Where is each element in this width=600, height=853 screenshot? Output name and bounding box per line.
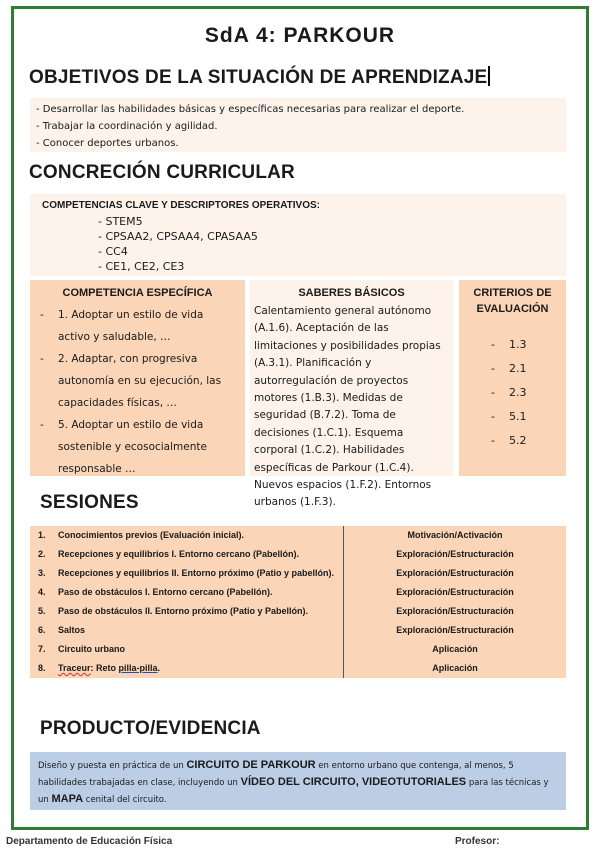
session-row: 2. Recepciones y equilibrios I. Entorno cercano (Pabellón). Exploración/Estructuración — [38, 549, 514, 559]
page-title: SdA 4: PARKOUR — [204, 24, 396, 47]
session-row: 8. Traceur: Reto pilla-pilla. Aplicación — [38, 663, 478, 673]
evaluation-criteria-heading: CRITERIOS DE EVALUACIÓN — [473, 287, 552, 315]
specific-competence-item: - 2. Adaptar, con progresiva autonomía en su ejecución, las capacidades físicas, … — [40, 353, 222, 409]
product-heading: PRODUCTO/EVIDENCIA — [40, 718, 261, 739]
basic-knowledge-heading: SABERES BÁSICOS — [298, 287, 405, 299]
session-row: 6. Saltos Exploración/Estructuración — [38, 625, 514, 635]
objectives-list — [30, 98, 566, 152]
specific-competence-column — [30, 280, 245, 476]
specific-competence-heading: COMPETENCIA ESPECÍFICA — [62, 287, 213, 299]
competence-item: - CPSAA2, CPSAA4, CPASAA5 — [98, 230, 258, 243]
competence-item: - CE1, CE2, CE3 — [98, 260, 185, 273]
basic-knowledge-column — [250, 280, 453, 509]
objectives-heading: OBJETIVOS DE LA SITUACIÓN DE APRENDIZAJE — [29, 66, 490, 89]
objective-item: - Desarrollar las habilidades básicas y específicas necesarias para realizar el deporte. — [36, 104, 465, 115]
sessions-table — [30, 526, 566, 678]
criterion-item: - 2.1 — [491, 362, 527, 375]
sessions-heading: SESIONES — [40, 492, 139, 513]
criterion-item: - 5.2 — [491, 434, 527, 447]
objective-item: - Conocer deportes urbanos. — [36, 138, 179, 149]
criterion-item: - 2.3 — [491, 386, 527, 399]
key-competences-title: COMPETENCIAS CLAVE Y DESCRIPTORES OPERATIVOS: — [42, 200, 321, 211]
session-row: 1. Conocimientos previos (Evaluación inicial). Motivación/Activación — [38, 530, 503, 540]
criterion-item: - 1.3 — [491, 338, 527, 351]
session-row: 4. Paso de obstáculos I. Entorno cercano (Pabellón). Exploración/Estructuración — [38, 587, 514, 597]
session-row: 3. Recepciones y equilibrios II. Entorno próximo (Patio y pabellón). Exploración/Estructuración — [38, 568, 514, 578]
specific-competence-item: - 5. Adoptar un estilo de vida sostenible y ecosocialmente responsable … — [40, 419, 207, 475]
footer-teacher: Profesor: — [455, 836, 500, 847]
criterion-item: - 5.1 — [491, 410, 527, 423]
product-description: Diseño y puesta en práctica de un CIRCUITO DE PARKOUR en entorno urbano que contenga, al menos, 5 habilidades trabajadas en clase, incluyendo un VÍDEO DEL CIRCUITO, VIDEOTUTORIALES para las técnicas y un MAPA cenital del circuito. — [30, 752, 566, 810]
text-cursor — [488, 66, 490, 86]
key-competences-box — [30, 194, 566, 276]
basic-knowledge-text: Calentamiento general autónomo (A.1.6). Aceptación de las limitaciones y posibilidades propias (A.3.1). Planificación y autorregulación de proyectos motores (1.B.3). Medidas de seguridad (B.7.2). Toma de decisiones (1.C.1). Esquema corporal (1.C.2). Habilidades específicas de Parkour (1.C.4). Nuevos espacios (1.F.2). Entornos urbanos (1.F.3). — [254, 305, 441, 509]
competence-item: - STEM5 — [98, 215, 143, 228]
competence-item: - CC4 — [98, 245, 128, 258]
footer-department: Departamento de Educación Física — [6, 836, 173, 847]
evaluation-criteria-column — [459, 280, 566, 476]
key-competences-list — [98, 214, 554, 274]
objective-item: - Trabajar la coordinación y agilidad. — [36, 121, 218, 132]
specific-competence-item: - 1. Adoptar un estilo de vida activo y saludable, … — [40, 309, 204, 343]
curricular-heading: CONCRECIÓN CURRICULAR — [29, 162, 295, 183]
session-row: 7. Circuito urbano Aplicación — [38, 644, 478, 654]
session-row: 5. Paso de obstáculos II. Entorno próximo (Patio y Pabellón). Exploración/Estructuración — [38, 606, 514, 616]
